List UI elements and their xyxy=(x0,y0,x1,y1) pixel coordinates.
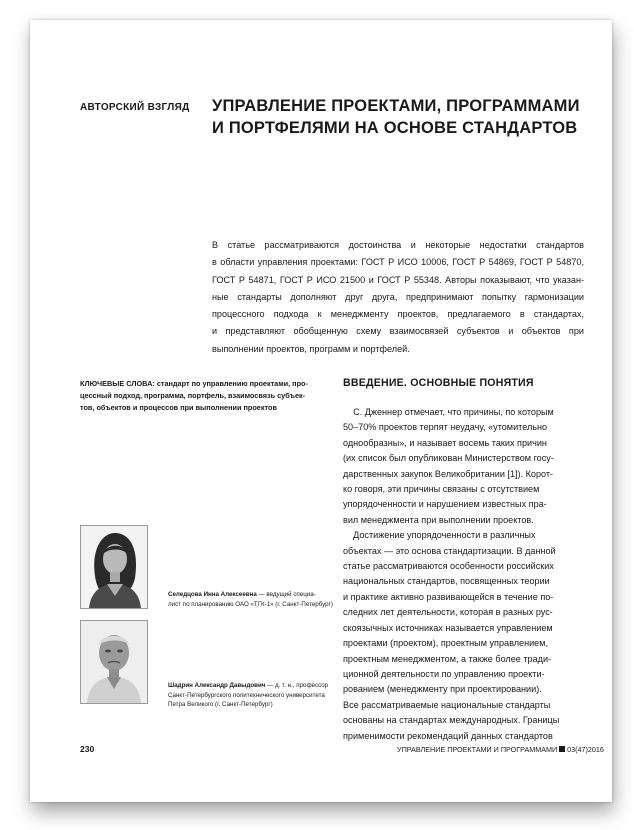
body-line: вил менеджмента при выполнении проектов. xyxy=(343,514,534,525)
abstract-line: процессного подхода к менеджменту проектов, предлагаемого в стандартах, xyxy=(212,309,584,320)
body-line: рованием (менеджменту при проектировании). xyxy=(343,684,542,695)
body-line: Достижение упорядоченности в различных xyxy=(343,530,536,541)
body-line: однообразны», и называет восемь таких причин xyxy=(343,437,547,448)
portrait-woman-icon xyxy=(81,526,147,608)
journal-footer xyxy=(397,745,604,754)
journal-name: УПРАВЛЕНИЕ ПРОЕКТАМИ И ПРОГРАММАМИ xyxy=(397,745,558,754)
body-line: и практике активно развивающейся в течение по- xyxy=(343,591,554,602)
abstract-line: В статье рассматриваются достоинства и некоторые недостатки стандартов xyxy=(212,240,584,250)
article-title xyxy=(212,95,592,139)
body-line: статье рассматриваются особенности российских xyxy=(343,561,554,572)
body-line: ционной деятельности по управлению проекти- xyxy=(343,668,545,679)
intro-heading: ВВЕДЕНИЕ. ОСНОВНЫЕ ПОНЯТИЯ xyxy=(343,377,534,389)
body-line: проектным менеджментом, а также более тради- xyxy=(343,653,552,664)
author-name: Шадрин Александр Давыдович xyxy=(168,682,266,689)
author-desc: — ведущий специа- xyxy=(256,591,316,598)
page-number: 230 xyxy=(80,744,95,754)
author-desc: лист по планированию ОАО «ТГК-1» (г. Санкт-Петербург) xyxy=(168,600,333,608)
body-line: 50–70% проектов терпят неудачу, «утомительно xyxy=(343,422,548,433)
keywords-line: КЛЮЧЕВЫЕ СЛОВА: стандарт по управлению проектами, про- xyxy=(80,379,308,388)
author-photo-seledtsova xyxy=(80,525,148,609)
body-line: ко говоря, эти причины связаны с отсутствием xyxy=(343,484,540,495)
abstract-line: и представляют обобщенную схему взаимосвязей субъектов и объектов при xyxy=(212,326,584,337)
body-line: национальных стандартов, посвященных теории xyxy=(343,576,550,587)
body-line: дарственных закупок Великобритании [1]). Корот- xyxy=(343,468,554,479)
keywords-line: цессный подход, программа, портфель, взаимосвязь субъек- xyxy=(80,391,306,401)
author-desc: Санкт-Петербургского политехнического университета xyxy=(168,691,325,699)
body-line: объектах — это основа стандартизации. В данной xyxy=(343,545,556,556)
abstract xyxy=(212,237,584,358)
title-line: УПРАВЛЕНИЕ ПРОЕКТАМИ, ПРОГРАММАМИ xyxy=(212,97,580,115)
keywords xyxy=(80,378,320,415)
abstract-line: в области управления проектами: ГОСТ Р ИСО 10006, ГОСТ Р 54869, ГОСТ Р 54870, xyxy=(212,257,584,268)
journal-issue: 03(47)2016 xyxy=(567,745,604,754)
author-name: Селедцова Инна Алексеевна xyxy=(168,591,257,598)
square-separator-icon xyxy=(559,746,565,752)
portrait-man-icon xyxy=(81,621,147,703)
keywords-line: тов, объектов и процессов при выполнении проектов xyxy=(80,403,277,413)
author-desc: Петра Великого (г. Санкт-Петербург) xyxy=(168,701,273,709)
journal-page xyxy=(30,20,612,802)
body-line: Все рассматриваемые национальные стандарты xyxy=(343,699,551,710)
body-line: применимости рекомендаций данных стандартов xyxy=(343,730,553,741)
body-line: С. Дженнер отмечает, что причины, по которым xyxy=(343,407,554,417)
author-info xyxy=(168,590,348,609)
body-line: скоязычных источниках называется управлением xyxy=(343,622,553,633)
body-line: упорядоченности и нарушением известных пра- xyxy=(343,499,547,510)
intro-body xyxy=(343,405,583,744)
body-line: основаны на стандартах международных. Границы xyxy=(343,715,560,726)
author-info xyxy=(168,681,348,710)
body-line: проектами (проектом), проектным управлением, xyxy=(343,638,549,649)
abstract-line: ГОСТ Р 54871, ГОСТ Р ИСО 21500 и ГОСТ Р 55348. Авторы показывают, что указан- xyxy=(212,274,584,285)
abstract-line: ные стандарты дополняют друг друга, предпринимают попытку гармонизации xyxy=(212,291,584,302)
author-desc: — д. т. н., профессор xyxy=(265,682,329,689)
title-line: И ПОРТФЕЛЯМИ НА ОСНОВЕ СТАНДАРТОВ xyxy=(212,119,578,137)
body-line: следних лет деятельности, которая в разных рус- xyxy=(343,607,553,618)
section-label: АВТОРСКИЙ ВЗГЛЯД xyxy=(80,102,190,113)
abstract-line: выполнении проектов, программ и портфелей. xyxy=(212,343,410,354)
author-photo-shadrin xyxy=(80,620,148,704)
body-line: (их список был опубликован Министерством госу- xyxy=(343,453,554,464)
